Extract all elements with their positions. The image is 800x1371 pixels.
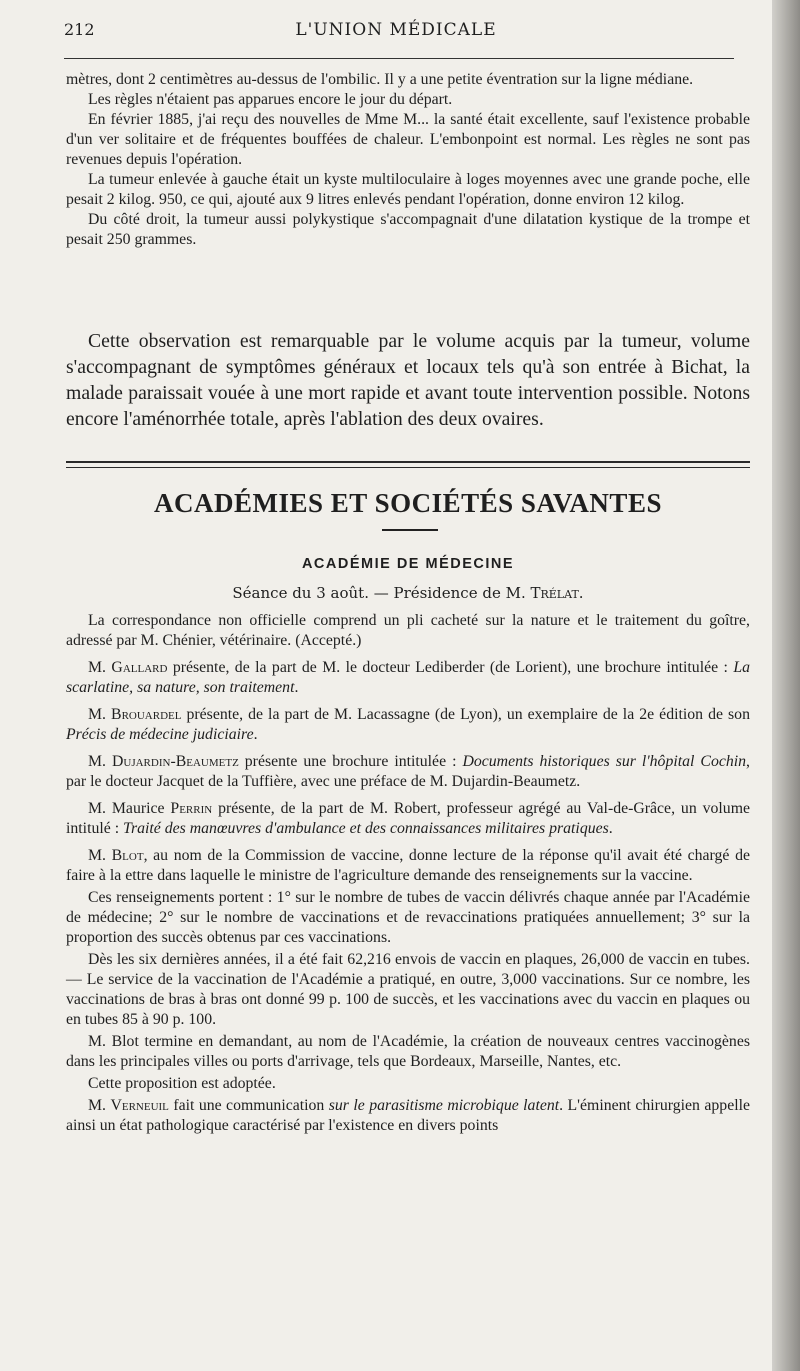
member-name: Dujardin-Beaumetz (111, 753, 239, 770)
case-paragraph: La tumeur enlevée à gauche était un kyste multiloculaire à loges moyennes avec une grande poche, elle pesait 2 kilog. 950, ce qui, ajouté aux 9 litres enlevés pendant l'opération, donne environ 12 kilog. (66, 171, 750, 208)
title-underline (382, 529, 438, 531)
page-edge (772, 0, 800, 1371)
president-name: Trélat (530, 584, 579, 602)
case-paragraph: Du côté droit, la tumeur aussi polykystique s'accompagnait d'une dilatation kystique de la trompe et pesait 250 grammes. (66, 211, 750, 248)
minutes-paragraph: M. Verneuil fait une communication sur le parasitisme microbique latent. L'éminent chirurgien appelle ainsi un état pathologique caractérisé par l'existence en divers points (66, 1097, 750, 1134)
work-title: Documents historiques sur l'hôpital Cochin (462, 753, 747, 770)
section-divider (66, 461, 750, 468)
member-name: Gallard (111, 659, 168, 676)
section-title: ACADÉMIES ET SOCIÉTÉS SAVANTES (154, 488, 662, 518)
member-name: Verneuil (110, 1097, 169, 1114)
minutes-paragraph: Cette proposition est adoptée. (88, 1075, 276, 1092)
work-title: sur le parasitisme microbique latent (328, 1097, 560, 1114)
minutes-paragraph: La correspondance non officielle comprend un pli cacheté sur la nature et le traitement du goître, adressé par M. Chénier, vétérinaire. (Accepté.) (66, 612, 750, 649)
member-name: Brouardel (111, 706, 182, 723)
work-title: Précis de médecine judiciaire (66, 726, 254, 743)
running-head: L'UNION MÉDICALE (295, 20, 497, 40)
minutes-paragraph: M. Gallard présente, de la part de M. le docteur Lediberder (de Lorient), une brochure intitulée : La scarlatine, sa nature, son traitement. (66, 659, 750, 696)
minutes-paragraph: M. Blot, au nom de la Commission de vaccine, donne lecture de la réponse qu'il avait été chargé de faire à la ettre dans laquelle le ministre de l'agriculture demande des renseignements sur la vaccine. (66, 847, 750, 884)
page-number: 212 (64, 20, 95, 39)
member-name: Perrin (170, 800, 213, 817)
minutes-paragraph: Dès les six dernières années, il a été fait 62,216 envois de vaccin en plaques, 26,000 de vaccin en tubes. — Le service de la vaccination de l'Académie a pratiqué, en outre, 3,000 vaccinations. Sur ce nombre, les vaccinations de bras à bras ont donné 99 p. 100 de succès, et les vaccinations avec du vaccin en plaques ou en tubes 85 à 90 p. 100. (66, 951, 750, 1028)
minutes-paragraph: Ces renseignements portent : 1° sur le nombre de tubes de vaccin délivrés chaque année par l'Académie de médecine; 2° sur le nombre de vaccinations et de revaccinations pratiquées annuellement; 3° sur la proportion des succès obtenus par ces vaccinations. (66, 889, 750, 946)
session-text: Séance du 3 août. — Présidence de M. (232, 584, 531, 602)
work-title: Traité des manœuvres d'ambulance et des connaissances militaires pratiques (123, 820, 609, 837)
minutes-paragraph: M. Dujardin-Beaumetz présente une brochure intitulée : Documents historiques sur l'hôpital Cochin, par le docteur Jacquet de la Tuffière, avec une préface de M. Dujardin-Beaumetz. (66, 753, 750, 790)
case-report-continuation (66, 70, 750, 250)
case-paragraph: mètres, dont 2 centimètres au-dessus de l'ombilic. Il y a une petite éventration sur la ligne médiane. (66, 71, 694, 88)
minutes-paragraph: M. Maurice Perrin présente, de la part de M. Robert, professeur agrégé au Val-de-Grâce, un volume intitulé : Traité des manœuvres d'ambulance et des connaissances militaires pratiques. (66, 800, 750, 837)
page-header (64, 20, 728, 44)
case-paragraph: Les règles n'étaient pas apparues encore le jour du départ. (88, 91, 453, 108)
academy-minutes (66, 611, 750, 1138)
minutes-paragraph: M. Blot termine en demandant, au nom de l'Académie, la création de nouveaux centres vaccinogènes dans les principales villes ou ports d'arrivage, tels que Bordeaux, Marseille, Nantes, etc. (66, 1033, 750, 1070)
work-title: La scarlatine, sa nature, son traitement (66, 659, 750, 696)
session-line (66, 584, 750, 602)
subsection-title: ACADÉMIE DE MÉDECINE (301, 556, 515, 572)
member-name: Blot (111, 847, 144, 864)
conclusion-paragraph: Cette observation est remarquable par le volume acquis par la tumeur, volume s'accompagnant de symptômes généraux et locaux tels qu'à son entrée à Bichat, la malade paraissait vouée à une mort rapide et avant toute intervention possible. Notons encore l'aménorrhée totale, après l'ablation des deux ovaires. (66, 330, 750, 430)
case-paragraph: En février 1885, j'ai reçu des nouvelles de Mme M... la santé était excellente, sauf l'existence probable d'un ver solitaire et de fréquentes bouffées de chaleur. L'embonpoint est normal. Les règles ne sont pas revenues depuis l'opération. (66, 111, 750, 168)
case-conclusion (66, 328, 750, 432)
header-rule (64, 58, 734, 59)
session-end: . (578, 584, 584, 602)
minutes-paragraph: M. Brouardel présente, de la part de M. Lacassagne (de Lyon), un exemplaire de la 2e édition de son Précis de médecine judiciaire. (66, 706, 750, 743)
